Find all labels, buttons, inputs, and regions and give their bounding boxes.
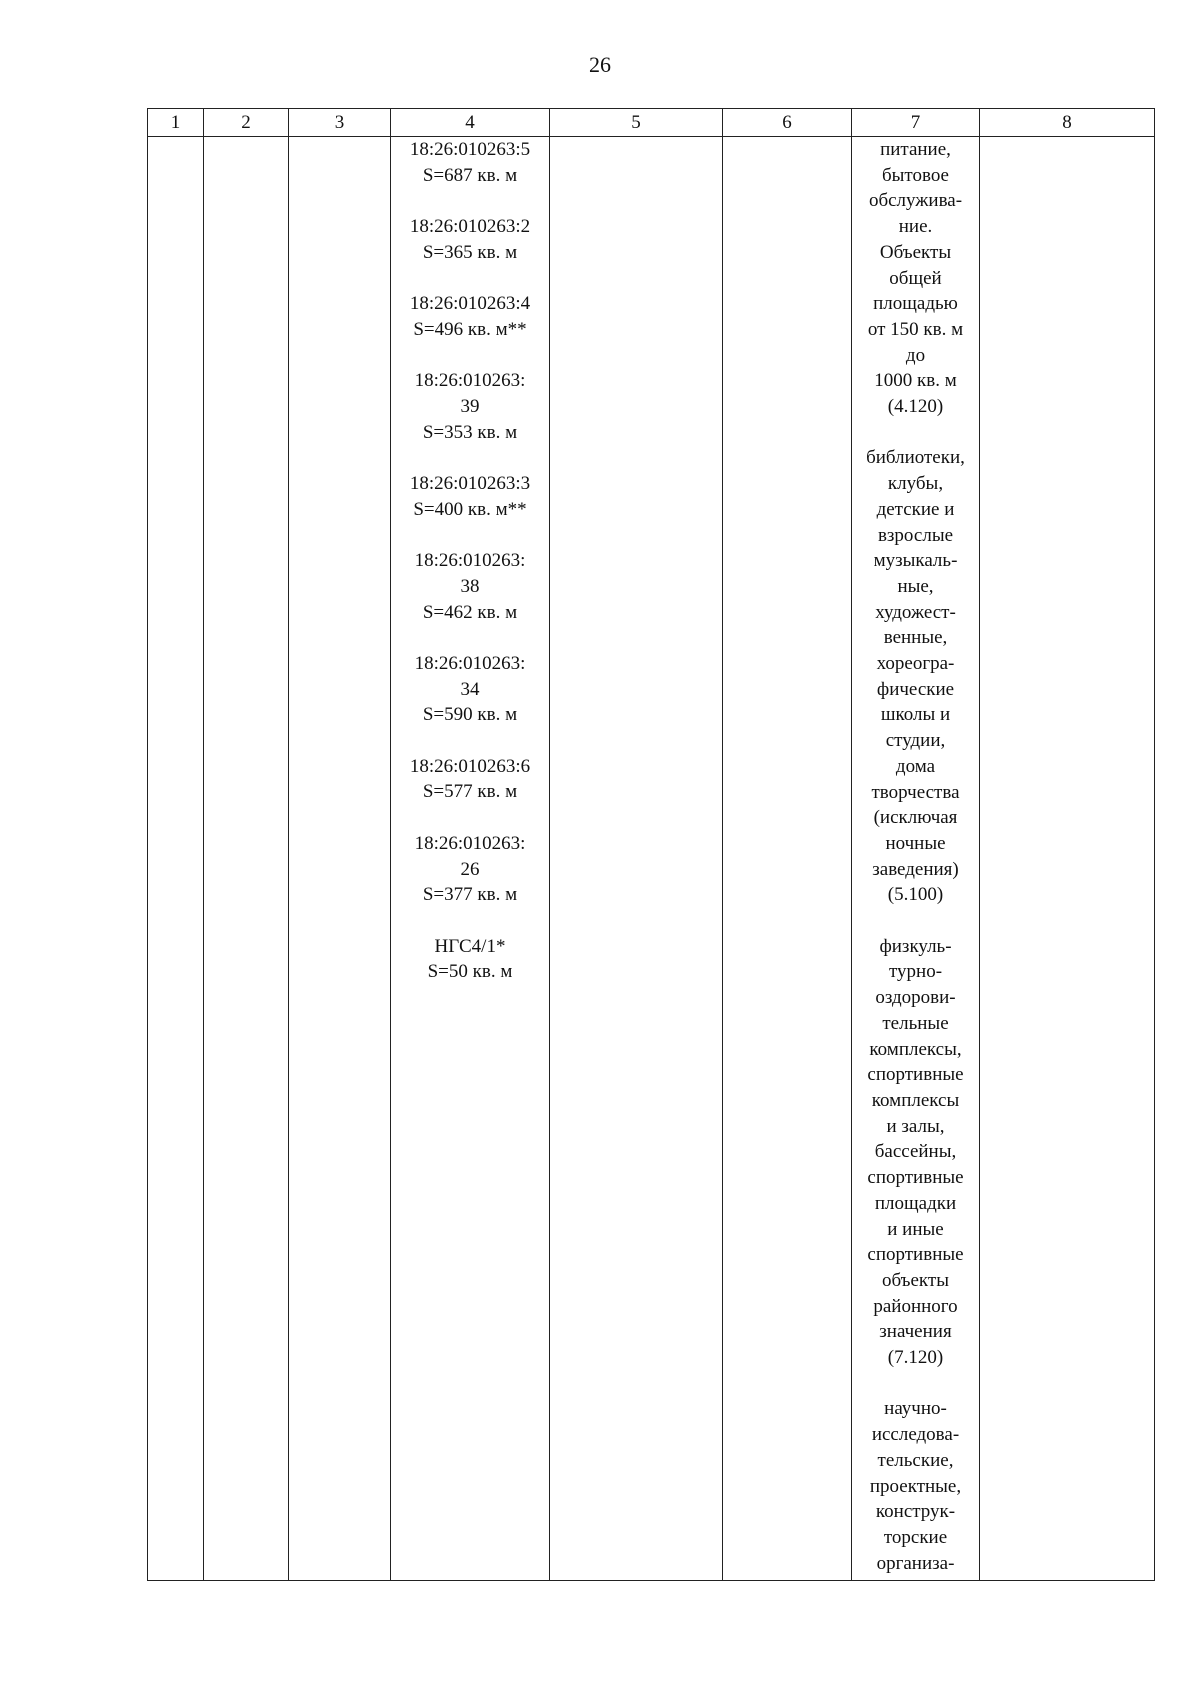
cell-col-6 — [723, 137, 852, 1581]
data-table — [147, 108, 1155, 1581]
cell-text-line: спортивные — [867, 1064, 964, 1086]
header-col-4: 4 — [391, 109, 550, 137]
cell-text-line: районного — [873, 1295, 958, 1317]
cell-text-line: спортивные — [867, 1244, 964, 1266]
cell-text-line: музыкаль- — [873, 550, 958, 572]
table-row — [148, 137, 1155, 1581]
cell-text-line: объекты — [881, 1269, 949, 1291]
cell-text-line: 18:26:010263:2 — [409, 216, 531, 238]
cell-text-line: (7.120) — [887, 1347, 944, 1369]
cell-text-line: школы и — [880, 704, 951, 726]
cell-text-line: 18:26:010263: — [414, 550, 526, 572]
cell-text-line: бытовое — [882, 164, 949, 186]
line-gap — [391, 266, 549, 292]
cell-col-7-uses — [852, 137, 980, 1581]
cell-text-line: питание, — [880, 139, 951, 160]
cell-text-line: S=365 кв. м — [422, 241, 518, 263]
cell-text-line: 38 — [460, 575, 480, 597]
cell-text-line: тельные — [882, 1012, 949, 1034]
cell-text-line: и иные — [887, 1218, 944, 1240]
cell-text-line: 34 — [460, 678, 480, 700]
cell-text-line: детские и — [876, 498, 955, 520]
cell-text-line: ночные — [885, 832, 946, 854]
cell-col-8 — [980, 137, 1155, 1581]
cell-text-line: взрослые — [877, 524, 954, 546]
cell-text-line: спортивные — [867, 1167, 964, 1189]
cell-text-line: комплексы — [871, 1089, 960, 1111]
line-gap — [391, 343, 549, 369]
cell-text-line: 18:26:010263: — [414, 652, 526, 674]
cell-text-line: заведения) — [872, 858, 959, 880]
cell-text-line: S=377 кв. м — [422, 884, 518, 906]
cell-text-line: (4.120) — [887, 396, 944, 418]
cell-text-line: площадью — [873, 293, 958, 315]
cell-text-line: (5.100) — [887, 884, 944, 906]
cell-text-line: ние. — [898, 216, 933, 238]
cell-col-3 — [289, 137, 391, 1581]
cell-text-line: 26 — [460, 858, 480, 880]
header-col-7: 7 — [852, 109, 980, 137]
cell-text-line: 18:26:010263: — [414, 832, 526, 854]
header-col-1: 1 — [148, 109, 204, 137]
cell-text-line: художест- — [875, 601, 956, 623]
cell-text-line: 39 — [460, 395, 480, 417]
line-gap — [391, 625, 549, 651]
cell-text-line: исследова- — [871, 1424, 960, 1446]
cell-text-line: S=577 кв. м — [422, 781, 518, 803]
cell-text-line: турно- — [888, 961, 943, 983]
cell-text-line: конструк- — [875, 1501, 956, 1523]
cell-text-line: S=590 кв. м — [422, 704, 518, 726]
page-number: 26 — [589, 52, 611, 77]
cell-text-line: проектные, — [869, 1475, 962, 1497]
cell-text-line: от 150 кв. м — [867, 318, 964, 340]
line-gap — [391, 908, 549, 934]
header-col-2: 2 — [204, 109, 289, 137]
cell-text-line: обслужива- — [868, 190, 963, 212]
line-gap — [391, 805, 549, 831]
cell-text-line: НГС4/1* — [434, 935, 506, 957]
line-gap — [852, 1371, 979, 1397]
cell-col-2 — [204, 137, 289, 1581]
line-gap — [852, 420, 979, 446]
cell-text-line: физкуль- — [879, 935, 952, 957]
cell-text-line: 18:26:010263:5 — [409, 139, 531, 160]
cell-text-line: творчества — [871, 781, 960, 803]
cell-text-line: S=50 кв. м — [427, 961, 513, 983]
cell-text-line: венные, — [883, 627, 948, 649]
line-gap — [391, 188, 549, 214]
cell-text-line: торские — [883, 1526, 948, 1548]
cell-text-line: фические — [876, 678, 955, 700]
cell-text-line: общей — [889, 267, 942, 289]
cell-text-line: тельские, — [877, 1449, 954, 1471]
cell-text-line: 18:26:010263:4 — [409, 293, 531, 315]
cell-text-line: дома — [895, 755, 936, 777]
header-col-6: 6 — [723, 109, 852, 137]
line-gap — [391, 728, 549, 754]
cell-col-5 — [550, 137, 723, 1581]
cell-text-line: 18:26:010263:3 — [409, 473, 531, 495]
header-col-8: 8 — [980, 109, 1155, 137]
cell-text-line: Объекты — [879, 241, 952, 263]
cell-text-line: S=462 кв. м — [422, 601, 518, 623]
cell-text-line: площадки — [874, 1192, 957, 1214]
cell-text-line: 18:26:010263:6 — [409, 755, 531, 777]
cell-text-line: S=687 кв. м — [422, 164, 518, 186]
cell-text-line: S=496 кв. м** — [413, 318, 527, 340]
cell-text-line: ные, — [897, 575, 934, 597]
cell-text-line: 1000 кв. м — [874, 370, 957, 392]
line-gap — [391, 522, 549, 548]
cell-text-line: организа- — [876, 1552, 955, 1574]
cell-text-line: (исключая — [873, 807, 958, 829]
cell-col-1 — [148, 137, 204, 1581]
line-gap — [391, 445, 549, 471]
cell-text-line: научно- — [884, 1398, 947, 1420]
cell-text-line: значения — [879, 1321, 952, 1343]
header-col-5: 5 — [550, 109, 723, 137]
cell-text-line: библиотеки, — [866, 447, 965, 469]
cell-text-line: бассейны, — [874, 1141, 957, 1163]
header-col-3: 3 — [289, 109, 391, 137]
cell-text-line: оздорови- — [875, 987, 956, 1009]
cell-text-line: комплексы, — [869, 1038, 962, 1060]
cell-text-line: и залы, — [886, 1115, 945, 1137]
cell-text-line: 18:26:010263: — [414, 370, 526, 392]
header-row — [148, 109, 1155, 137]
cell-text-line: клубы, — [887, 473, 944, 495]
line-gap — [852, 908, 979, 934]
cell-text-line: студии, — [885, 730, 946, 752]
cell-text-line: до — [905, 344, 926, 366]
cell-col-4-parcels — [391, 137, 550, 1581]
cell-text-line: S=400 кв. м** — [413, 498, 527, 520]
cell-text-line: S=353 кв. м — [422, 421, 518, 443]
cell-text-line: хореогра- — [876, 653, 955, 675]
